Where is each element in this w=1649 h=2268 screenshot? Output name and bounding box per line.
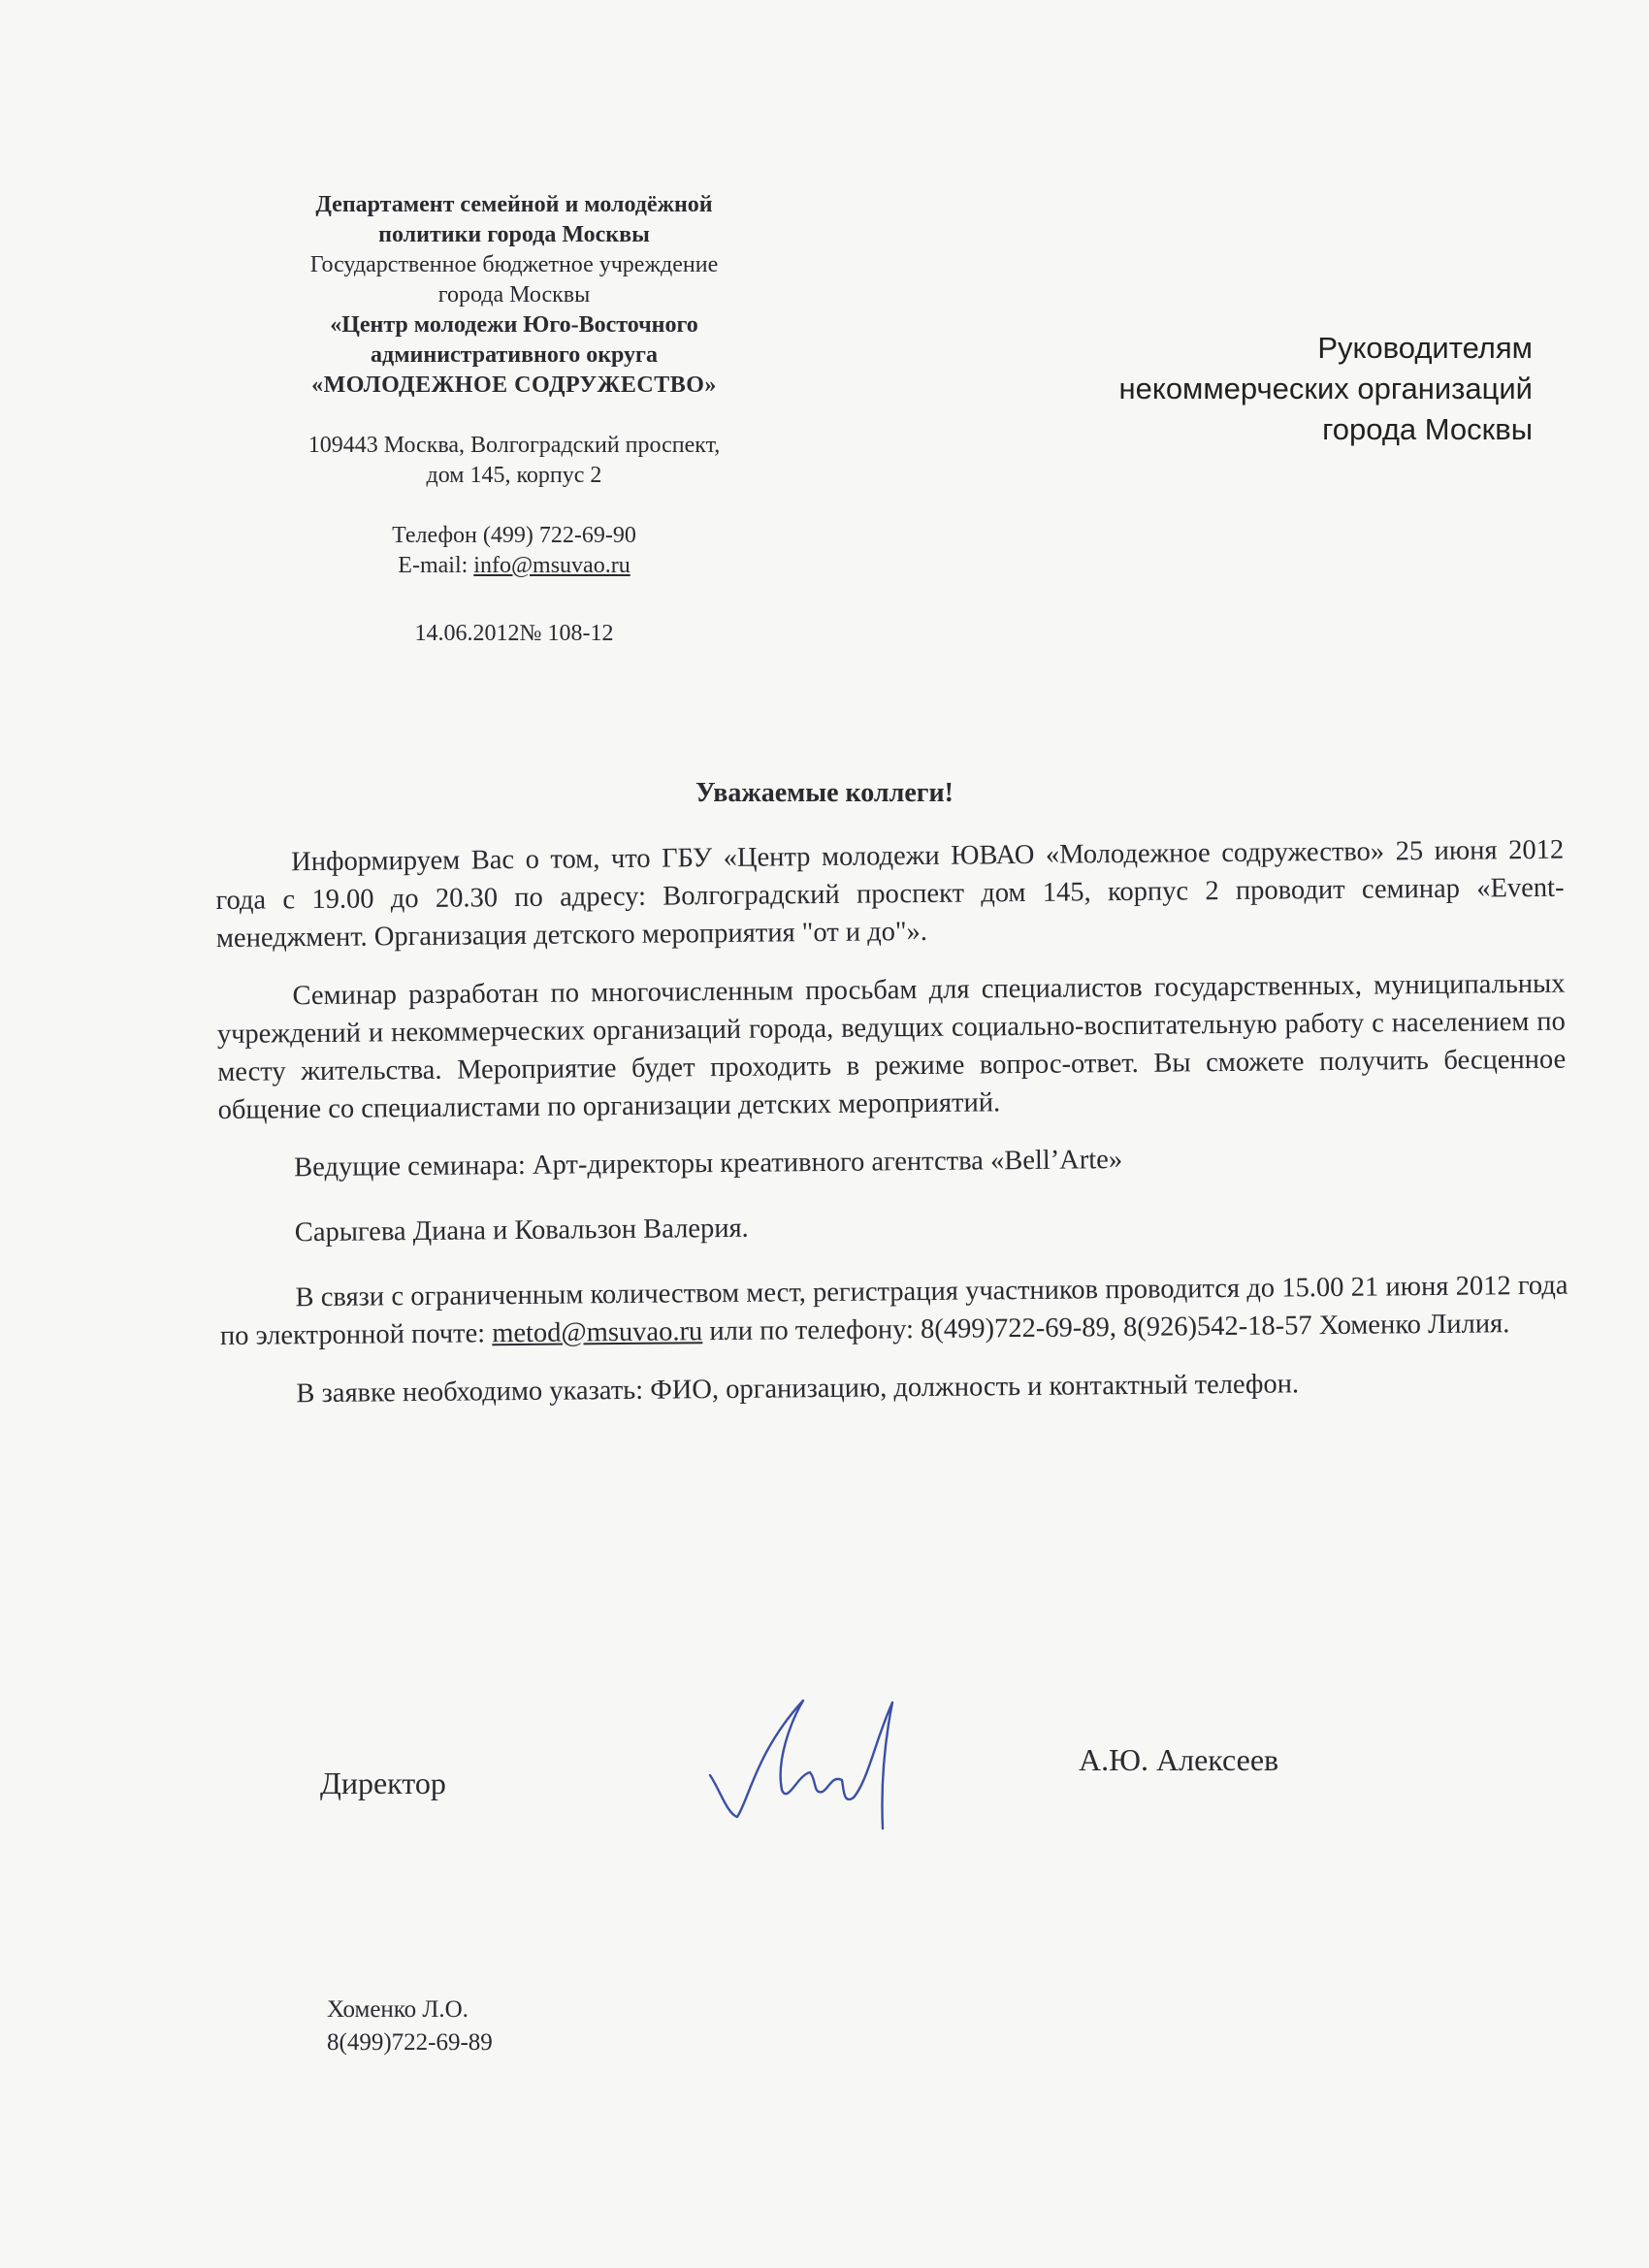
email-line bbox=[252, 551, 776, 581]
letter-body bbox=[215, 831, 1569, 1434]
paragraph-requirements: В заявке необходимо указать: ФИО, организацию, должность и контактный телефон. bbox=[296, 1369, 1300, 1409]
signatory-role: Директор bbox=[320, 1766, 446, 1800]
addressee-line-2: некоммерческих организаций bbox=[1118, 372, 1533, 405]
email-label: E-mail: bbox=[398, 553, 474, 578]
executor-footer bbox=[327, 1993, 493, 2059]
center-line-3: «МОЛОДЕЖНОЕ СОДРУЖЕСТВО» bbox=[311, 373, 717, 398]
phone-line: Телефон (499) 722-69-90 bbox=[392, 523, 636, 548]
institution-line-2: города Москвы bbox=[437, 282, 591, 308]
addressee-line-1: Руководителям bbox=[1317, 331, 1533, 365]
address-line-2: дом 145, корпус 2 bbox=[426, 463, 602, 488]
paragraph-host-names: Сарыгева Диана и Ковальзон Валерия. bbox=[294, 1213, 749, 1248]
email-link[interactable]: info@msuvao.ru bbox=[473, 553, 630, 578]
dept-line-1: Департамент семейной и молодёжной bbox=[315, 192, 713, 217]
addressee-line-3: города Москвы bbox=[1322, 412, 1533, 446]
center-line-1: «Центр молодежи Юго-Восточного bbox=[330, 312, 698, 338]
addressee-block bbox=[989, 328, 1533, 450]
handwritten-signature bbox=[698, 1683, 922, 1838]
letterhead bbox=[252, 190, 776, 649]
paragraph-description: Семинар разработан по многочисленным просьбам для специалистов государственных, муниципальных учреждений и некоммерческих организаций города, ведущих социально-воспитательную работу с населением по месту жительства. Мероприятие будет проходить в режиме вопрос-ответ. Вы сможете получить бесценное общение со специалистами по организации детских мероприятий. bbox=[216, 968, 1567, 1125]
paragraph-hosts: Ведущие семинара: Арт-директоры креативного агентства «Bell’Arte» bbox=[294, 1145, 1123, 1183]
registration-text: В связи с ограниченным количеством мест, регистрация участников проводится до 15.00 21 июня 2012 года по электронной почте: bbox=[219, 1270, 1568, 1351]
salutation: Уважаемые коллеги! bbox=[695, 778, 954, 808]
address-line-1: 109443 Москва, Волгоградский проспект, bbox=[307, 433, 721, 458]
paragraph-announcement: Информируем Вас о том, что ГБУ «Центр молодежи ЮВАО «Молодежное содружество» 25 июня 2012 года с 19.00 до 20.30 по адресу: Волгоградский проспект дом 145, корпус 2 проводит семинар «Event-менеджмент. Организация детского мероприятия "от и до"». bbox=[215, 834, 1565, 954]
registration-email-link[interactable]: metod@msuvao.ru bbox=[492, 1316, 703, 1349]
dept-line-2: политики города Москвы bbox=[378, 222, 650, 247]
signatory-name: А.Ю. Алексеев bbox=[1079, 1742, 1279, 1777]
registration-phones: или по телефону: 8(499)722-69-89, 8(926)542-18-57 Хоменко Лилия. bbox=[702, 1309, 1510, 1347]
institution-line-1: Государственное бюджетное учреждение bbox=[309, 252, 719, 277]
executor-phone: 8(499)722-69-89 bbox=[327, 2029, 493, 2056]
executor-name: Хоменко Л.О. bbox=[327, 1996, 469, 2023]
paragraph-registration bbox=[219, 1267, 1568, 1355]
center-line-2: административного округа bbox=[371, 342, 658, 368]
registration-number: 14.06.2012№ 108-12 bbox=[414, 621, 614, 646]
